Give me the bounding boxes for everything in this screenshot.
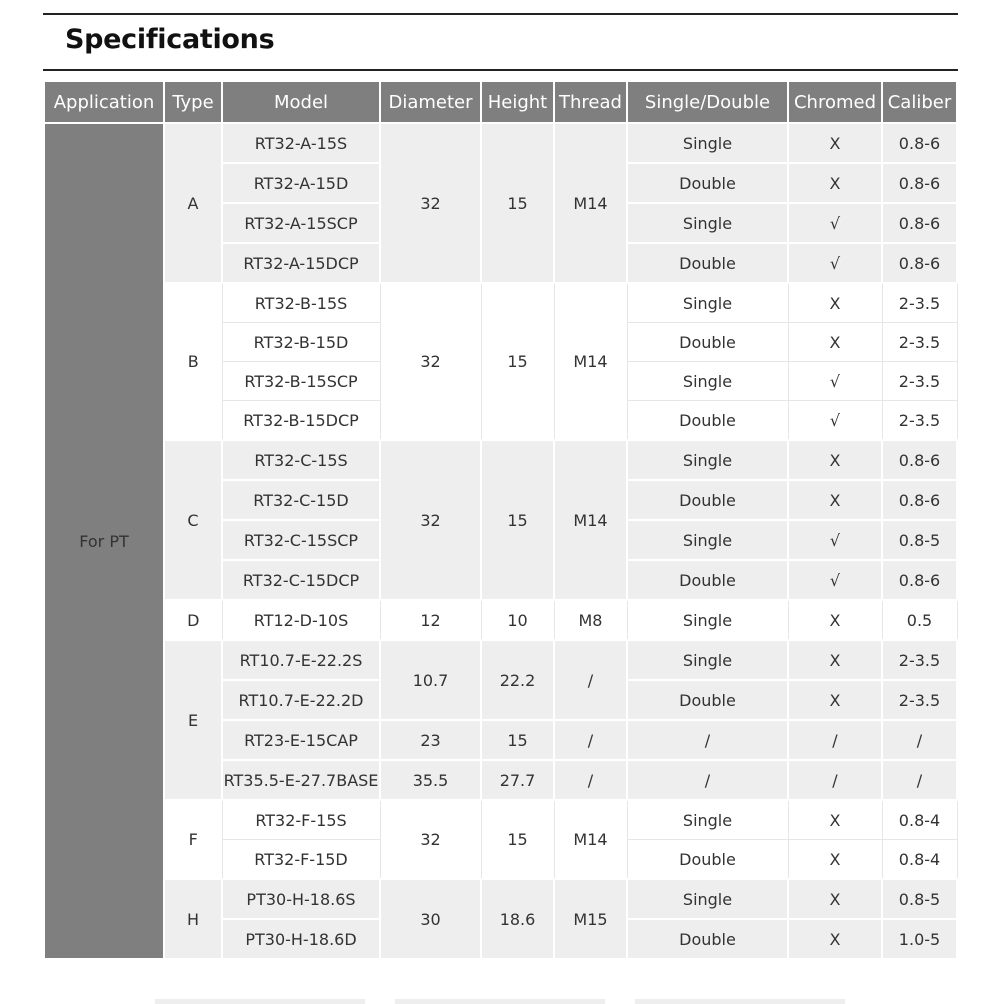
model-cell: RT32-A-15D xyxy=(222,163,380,203)
caliber-cell: 0.8-4 xyxy=(882,800,957,840)
caliber-cell: 0.8-5 xyxy=(882,879,957,919)
caliber-cell: 2-3.5 xyxy=(882,640,957,680)
model-cell: RT32-F-15S xyxy=(222,800,380,840)
diameter-cell: 32 xyxy=(380,283,481,440)
caliber-cell: 0.8-6 xyxy=(882,440,957,480)
chromed-cell: X xyxy=(788,840,882,880)
model-cell: RT32-A-15SCP xyxy=(222,203,380,243)
chromed-cell: X xyxy=(788,323,882,362)
height-cell: 15 xyxy=(481,440,554,600)
caliber-cell: 0.5 xyxy=(882,600,957,640)
single-double-cell: Single xyxy=(627,520,788,560)
diameter-cell: 32 xyxy=(380,800,481,879)
thread-cell: / xyxy=(554,640,627,720)
type-cell: F xyxy=(164,800,222,879)
caliber-cell: 2-3.5 xyxy=(882,680,957,720)
model-cell: RT12-D-10S xyxy=(222,600,380,640)
header-height: Height xyxy=(481,81,554,123)
header-caliber: Caliber xyxy=(882,81,957,123)
footer-bar xyxy=(395,999,605,1004)
height-cell: 10 xyxy=(481,600,554,640)
diameter-cell: 32 xyxy=(380,440,481,600)
table-row xyxy=(44,879,957,919)
chromed-cell: √ xyxy=(788,203,882,243)
thread-cell: M14 xyxy=(554,440,627,600)
caliber-cell: 0.8-6 xyxy=(882,480,957,520)
caliber-cell: 0.8-6 xyxy=(882,243,957,283)
header-type: Type xyxy=(164,81,222,123)
page-title: Specifications xyxy=(65,24,275,55)
chromed-cell: √ xyxy=(788,362,882,401)
diameter-cell: 10.7 xyxy=(380,640,481,720)
single-double-cell: / xyxy=(627,720,788,760)
table-body xyxy=(44,123,957,959)
caliber-cell: 0.8-6 xyxy=(882,163,957,203)
thread-cell: M8 xyxy=(554,600,627,640)
model-cell: PT30-H-18.6D xyxy=(222,919,380,959)
height-cell: 15 xyxy=(481,800,554,879)
title-rule xyxy=(43,69,958,71)
chromed-cell: / xyxy=(788,720,882,760)
diameter-cell: 23 xyxy=(380,720,481,760)
thread-cell: / xyxy=(554,760,627,800)
table-row xyxy=(44,440,957,480)
diameter-cell: 35.5 xyxy=(380,760,481,800)
specifications-table xyxy=(43,80,958,960)
table-row xyxy=(44,123,957,163)
chromed-cell: X xyxy=(788,123,882,163)
header-single-double: Single/Double xyxy=(627,81,788,123)
chromed-cell: X xyxy=(788,800,882,840)
caliber-cell: 0.8-6 xyxy=(882,203,957,243)
single-double-cell: Single xyxy=(627,362,788,401)
caliber-cell: 2-3.5 xyxy=(882,362,957,401)
table-row xyxy=(44,283,957,323)
caliber-cell: 0.8-6 xyxy=(882,123,957,163)
chromed-cell: X xyxy=(788,440,882,480)
chromed-cell: X xyxy=(788,600,882,640)
single-double-cell: Single xyxy=(627,283,788,323)
model-cell: RT10.7-E-22.2D xyxy=(222,680,380,720)
footer-bar xyxy=(155,999,365,1004)
model-cell: RT32-C-15D xyxy=(222,480,380,520)
single-double-cell: / xyxy=(627,760,788,800)
chromed-cell: √ xyxy=(788,243,882,283)
caliber-cell: 2-3.5 xyxy=(882,401,957,441)
type-cell: C xyxy=(164,440,222,600)
type-cell: E xyxy=(164,640,222,800)
single-double-cell: Double xyxy=(627,163,788,203)
model-cell: RT23-E-15CAP xyxy=(222,720,380,760)
thread-cell: M14 xyxy=(554,123,627,283)
single-double-cell: Single xyxy=(627,800,788,840)
type-cell: H xyxy=(164,879,222,959)
diameter-cell: 32 xyxy=(380,123,481,283)
model-cell: RT32-A-15S xyxy=(222,123,380,163)
model-cell: RT32-A-15DCP xyxy=(222,243,380,283)
single-double-cell: Double xyxy=(627,919,788,959)
table-row xyxy=(44,800,957,840)
caliber-cell: / xyxy=(882,720,957,760)
header-diameter: Diameter xyxy=(380,81,481,123)
model-cell: RT10.7-E-22.2S xyxy=(222,640,380,680)
footer-bar xyxy=(635,999,845,1004)
model-cell: RT32-C-15DCP xyxy=(222,560,380,600)
chromed-cell: / xyxy=(788,760,882,800)
type-cell: D xyxy=(164,600,222,640)
caliber-cell: 0.8-4 xyxy=(882,840,957,880)
chromed-cell: √ xyxy=(788,401,882,441)
model-cell: RT32-F-15D xyxy=(222,840,380,880)
caliber-cell: / xyxy=(882,760,957,800)
thread-cell: M14 xyxy=(554,800,627,879)
chromed-cell: X xyxy=(788,919,882,959)
height-cell: 22.2 xyxy=(481,640,554,720)
header-model: Model xyxy=(222,81,380,123)
application-cell: For PT xyxy=(44,123,164,959)
header-chromed: Chromed xyxy=(788,81,882,123)
single-double-cell: Single xyxy=(627,879,788,919)
chromed-cell: X xyxy=(788,283,882,323)
header-row xyxy=(44,81,957,123)
chromed-cell: X xyxy=(788,879,882,919)
type-cell: A xyxy=(164,123,222,283)
table-row xyxy=(44,640,957,680)
model-cell: RT32-B-15DCP xyxy=(222,401,380,441)
single-double-cell: Double xyxy=(627,560,788,600)
single-double-cell: Double xyxy=(627,323,788,362)
top-rule xyxy=(43,13,958,15)
header-thread: Thread xyxy=(554,81,627,123)
single-double-cell: Single xyxy=(627,123,788,163)
single-double-cell: Single xyxy=(627,600,788,640)
model-cell: RT32-B-15S xyxy=(222,283,380,323)
single-double-cell: Single xyxy=(627,640,788,680)
single-double-cell: Double xyxy=(627,401,788,441)
chromed-cell: √ xyxy=(788,520,882,560)
thread-cell: M15 xyxy=(554,879,627,959)
caliber-cell: 2-3.5 xyxy=(882,283,957,323)
model-cell: RT32-C-15S xyxy=(222,440,380,480)
model-cell: RT32-B-15SCP xyxy=(222,362,380,401)
height-cell: 27.7 xyxy=(481,760,554,800)
chromed-cell: √ xyxy=(788,560,882,600)
thread-cell: M14 xyxy=(554,283,627,440)
height-cell: 18.6 xyxy=(481,879,554,959)
height-cell: 15 xyxy=(481,283,554,440)
single-double-cell: Single xyxy=(627,203,788,243)
height-cell: 15 xyxy=(481,720,554,760)
header-application: Application xyxy=(44,81,164,123)
single-double-cell: Double xyxy=(627,480,788,520)
height-cell: 15 xyxy=(481,123,554,283)
single-double-cell: Double xyxy=(627,840,788,880)
model-cell: RT32-C-15SCP xyxy=(222,520,380,560)
caliber-cell: 0.8-5 xyxy=(882,520,957,560)
single-double-cell: Double xyxy=(627,243,788,283)
table-row xyxy=(44,600,957,640)
single-double-cell: Double xyxy=(627,680,788,720)
single-double-cell: Single xyxy=(627,440,788,480)
chromed-cell: X xyxy=(788,640,882,680)
chromed-cell: X xyxy=(788,680,882,720)
caliber-cell: 1.0-5 xyxy=(882,919,957,959)
diameter-cell: 12 xyxy=(380,600,481,640)
chromed-cell: X xyxy=(788,480,882,520)
chromed-cell: X xyxy=(788,163,882,203)
thread-cell: / xyxy=(554,720,627,760)
model-cell: RT32-B-15D xyxy=(222,323,380,362)
model-cell: RT35.5-E-27.7BASE xyxy=(222,760,380,800)
caliber-cell: 0.8-6 xyxy=(882,560,957,600)
type-cell: B xyxy=(164,283,222,440)
model-cell: PT30-H-18.6S xyxy=(222,879,380,919)
diameter-cell: 30 xyxy=(380,879,481,959)
caliber-cell: 2-3.5 xyxy=(882,323,957,362)
